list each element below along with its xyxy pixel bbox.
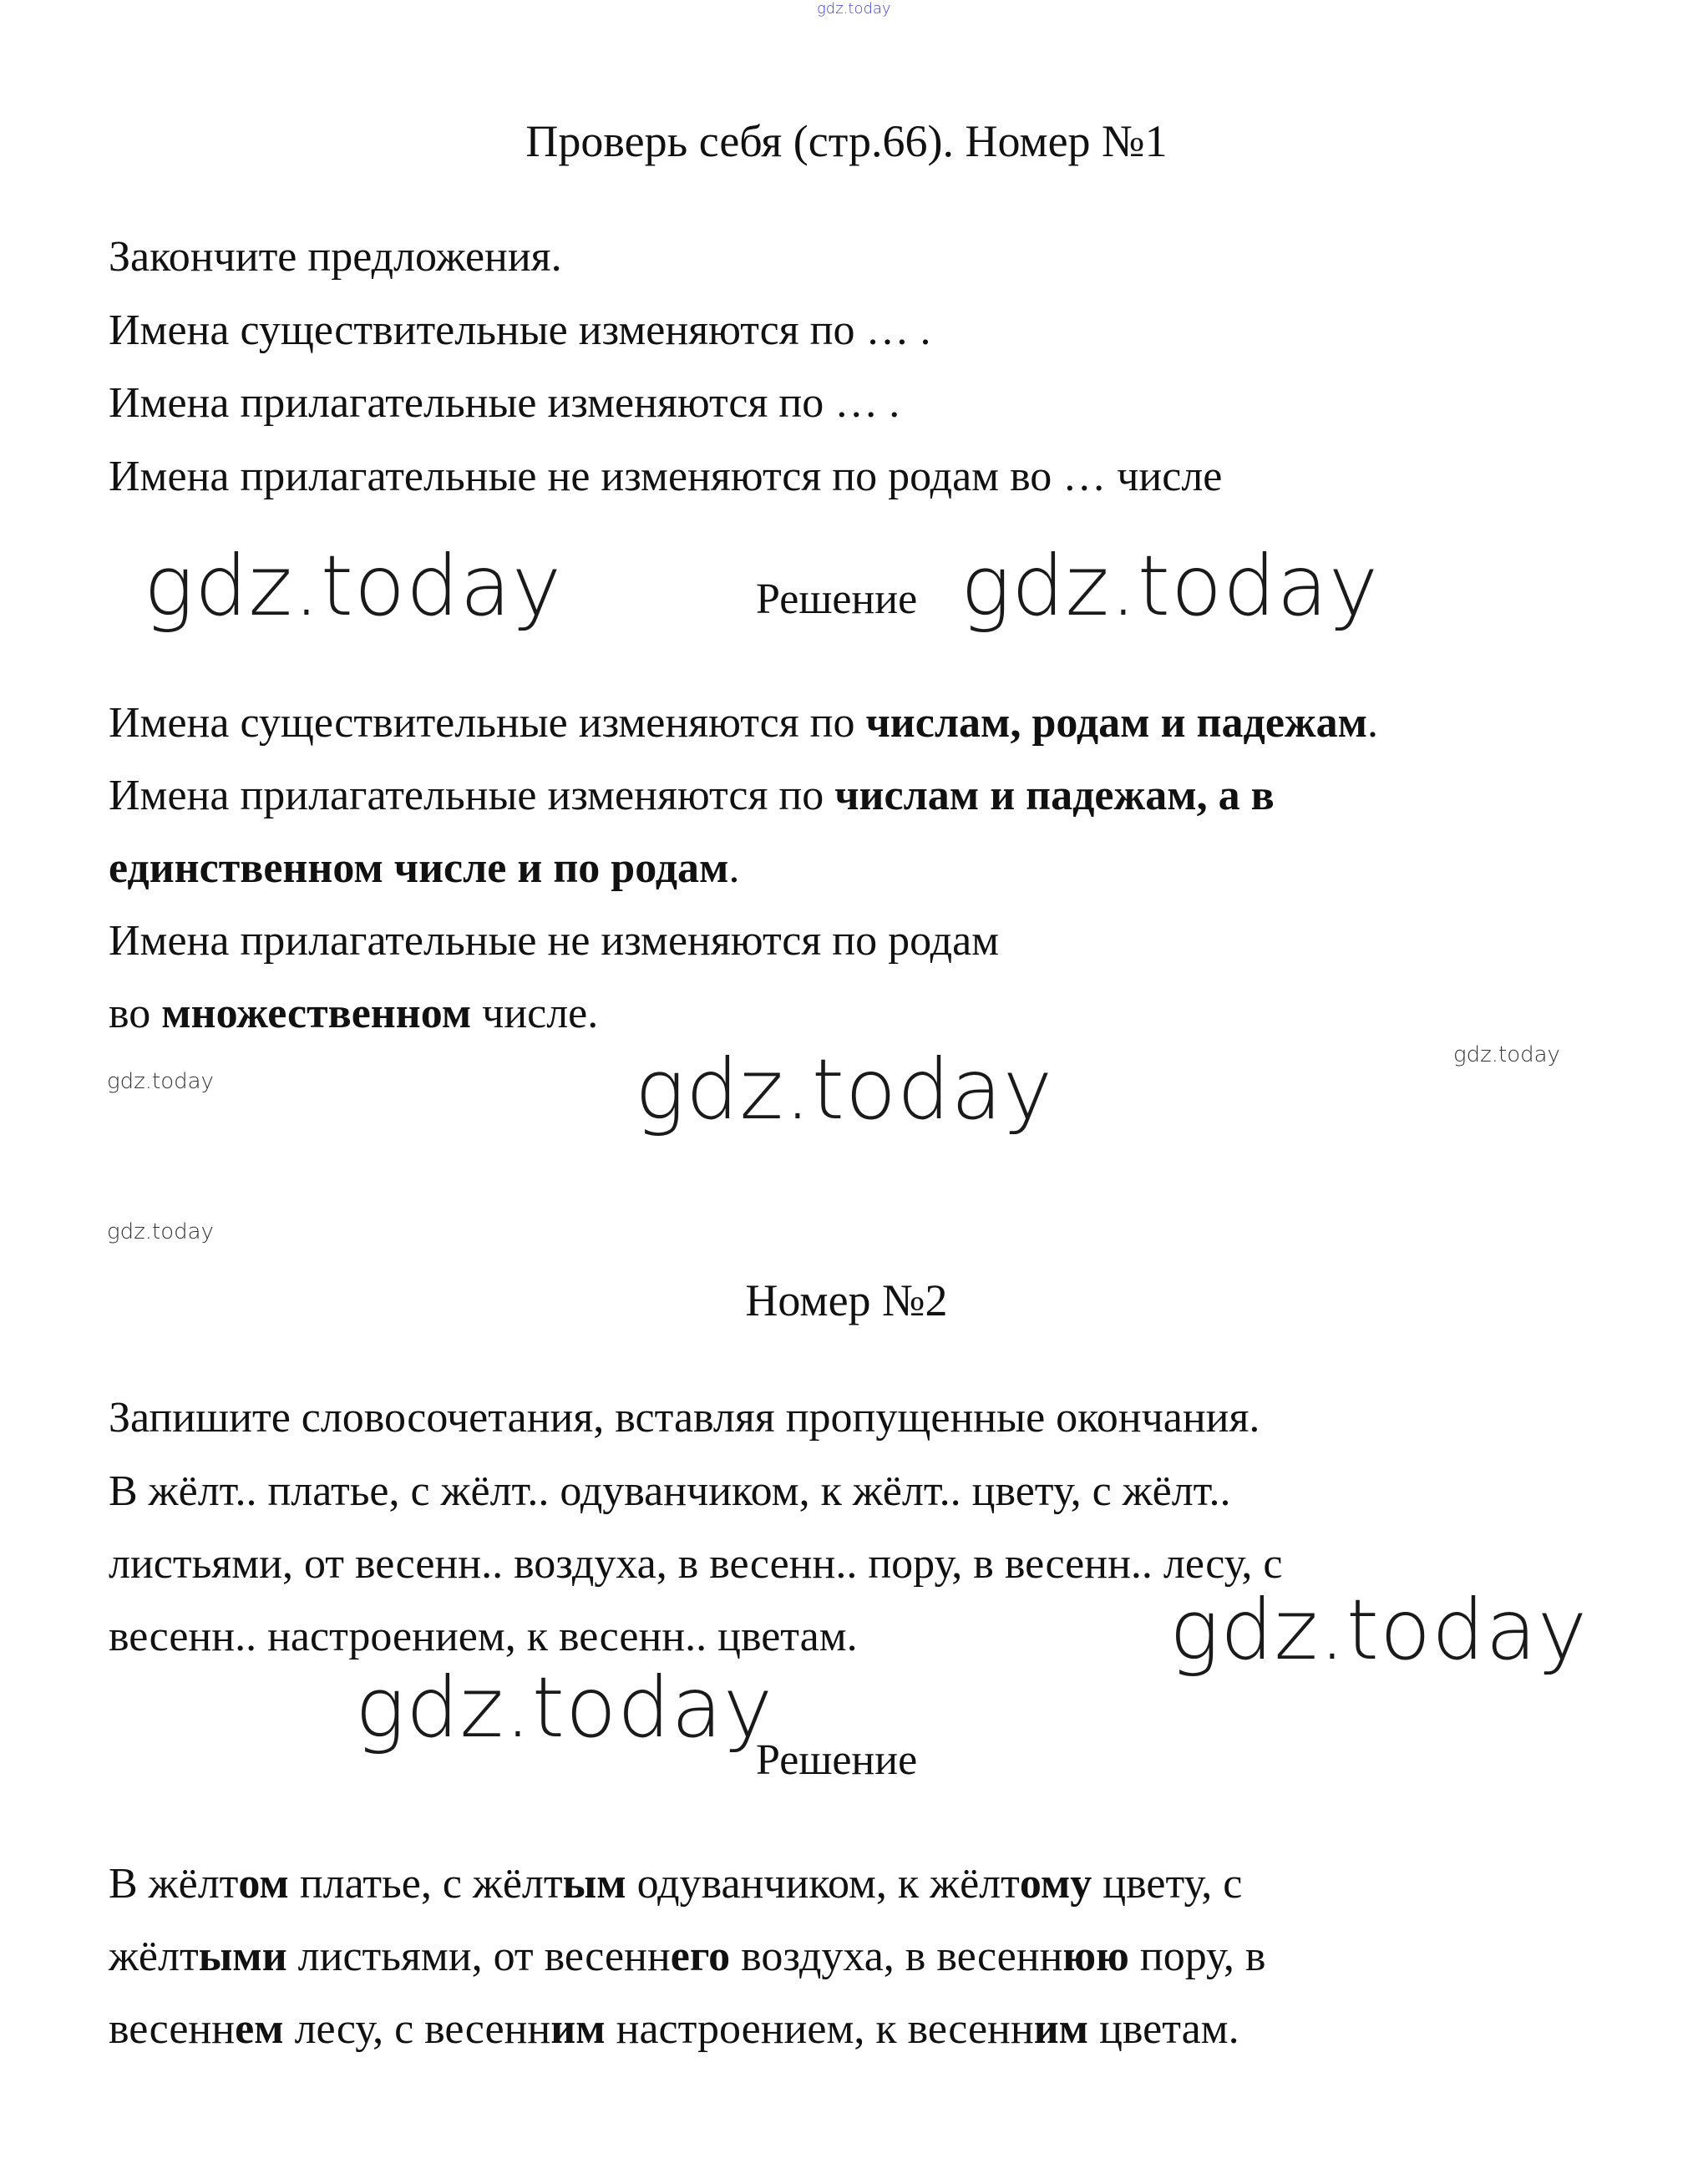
answer-bold: множественном xyxy=(161,990,472,1037)
watermark-top-tiny: gdz.today xyxy=(817,0,891,18)
answer-ending-bold: ым xyxy=(562,1860,626,1908)
answer-ending-bold: ыми xyxy=(198,1933,287,1980)
task1-instruction: Закончите предложения. xyxy=(109,233,562,281)
watermark-large-4: gdz.today xyxy=(1169,1581,1589,1679)
answer-ending-bold: им xyxy=(1033,2005,1089,2053)
answer-bold: числам и падежам, а в xyxy=(834,772,1275,819)
answer-ending-bold: ем xyxy=(235,2005,284,2053)
watermark-large-1: gdz.today xyxy=(144,537,563,635)
watermark-large-2: gdz.today xyxy=(961,537,1380,635)
answer-text: В жёлт xyxy=(109,1860,239,1908)
watermark-large-5: gdz.today xyxy=(355,1659,774,1756)
task1-answer-line: Имена прилагательные не изменяются по родам xyxy=(109,917,1000,965)
task1-solution-label: Решение xyxy=(756,575,918,623)
task1-answer-line xyxy=(109,774,1275,818)
answer-text: воздуха, в весенн xyxy=(730,1933,1063,1980)
task2-question-line: листьями, от весенн.. воздуха, в весенн.. пору, в весенн.. лесу, с xyxy=(109,1540,1283,1588)
answer-text: числе. xyxy=(471,990,599,1037)
answer-text: жёлт xyxy=(109,1933,199,1980)
answer-bold: числам, родам и падежам xyxy=(865,699,1368,747)
answer-ending-bold: его xyxy=(670,1933,731,1980)
answer-text: Имена существительные изменяются по xyxy=(109,699,866,747)
task1-question-line: Имена существительные изменяются по … . xyxy=(109,307,931,354)
task2-answer-line xyxy=(109,2005,1239,2053)
answer-text: во xyxy=(109,990,162,1037)
task2-answer-line xyxy=(109,1862,1242,1906)
task2-instruction: Запишите словосочетания, вставляя пропущенные окончания. xyxy=(109,1394,1260,1442)
task2-solution-label: Решение xyxy=(756,1736,918,1784)
answer-text: цвету, с xyxy=(1092,1860,1243,1908)
task1-question-line: Имена прилагательные изменяются по … . xyxy=(109,379,900,427)
answer-text: . xyxy=(1367,699,1379,747)
watermark-small-2: gdz.today xyxy=(1453,1042,1560,1067)
task1-question-line: Имена прилагательные не изменяются по родам во … числе xyxy=(109,453,1223,500)
answer-ending-bold: ом xyxy=(238,1860,289,1908)
task1-answer-line xyxy=(109,992,598,1036)
answer-text: Имена прилагательные изменяются по xyxy=(109,772,835,819)
answer-ending-bold: ому xyxy=(1019,1860,1092,1908)
answer-text: пору, в xyxy=(1128,1933,1266,1980)
answer-text: настроением, к весенн xyxy=(605,2005,1034,2053)
watermark-large-3: gdz.today xyxy=(635,1041,1054,1138)
watermark-small-1: gdz.today xyxy=(107,1069,214,1094)
task2-answer-line xyxy=(109,1935,1265,1979)
answer-text: листьями, от весенн xyxy=(286,1933,671,1980)
answer-text: одуванчиком, к жёлт xyxy=(626,1860,1020,1908)
answer-bold: единственном числе и по родам xyxy=(109,844,729,892)
task1-answer-line xyxy=(109,699,1379,747)
answer-text: весенн xyxy=(109,2005,236,2053)
answer-text: лесу, с весенн xyxy=(283,2005,551,2053)
answer-ending-bold: им xyxy=(550,2005,606,2053)
answer-ending-bold: юю xyxy=(1062,1933,1129,1980)
answer-text: цветам. xyxy=(1088,2005,1239,2053)
task2-heading: Номер №2 xyxy=(745,1275,948,1325)
task1-heading: Проверь себя (стр.66). Номер №1 xyxy=(525,116,1168,166)
task1-answer-line xyxy=(109,844,740,892)
answer-text: платье, с жёлт xyxy=(288,1860,563,1908)
watermark-small-3: gdz.today xyxy=(107,1219,214,1244)
answer-text: . xyxy=(728,844,740,892)
task2-question-line: В жёлт.. платье, с жёлт.. одуванчиком, к жёлт.. цвету, с жёлт.. xyxy=(109,1467,1231,1515)
task2-question-line: весенн.. настроением, к весенн.. цветам. xyxy=(109,1613,858,1660)
